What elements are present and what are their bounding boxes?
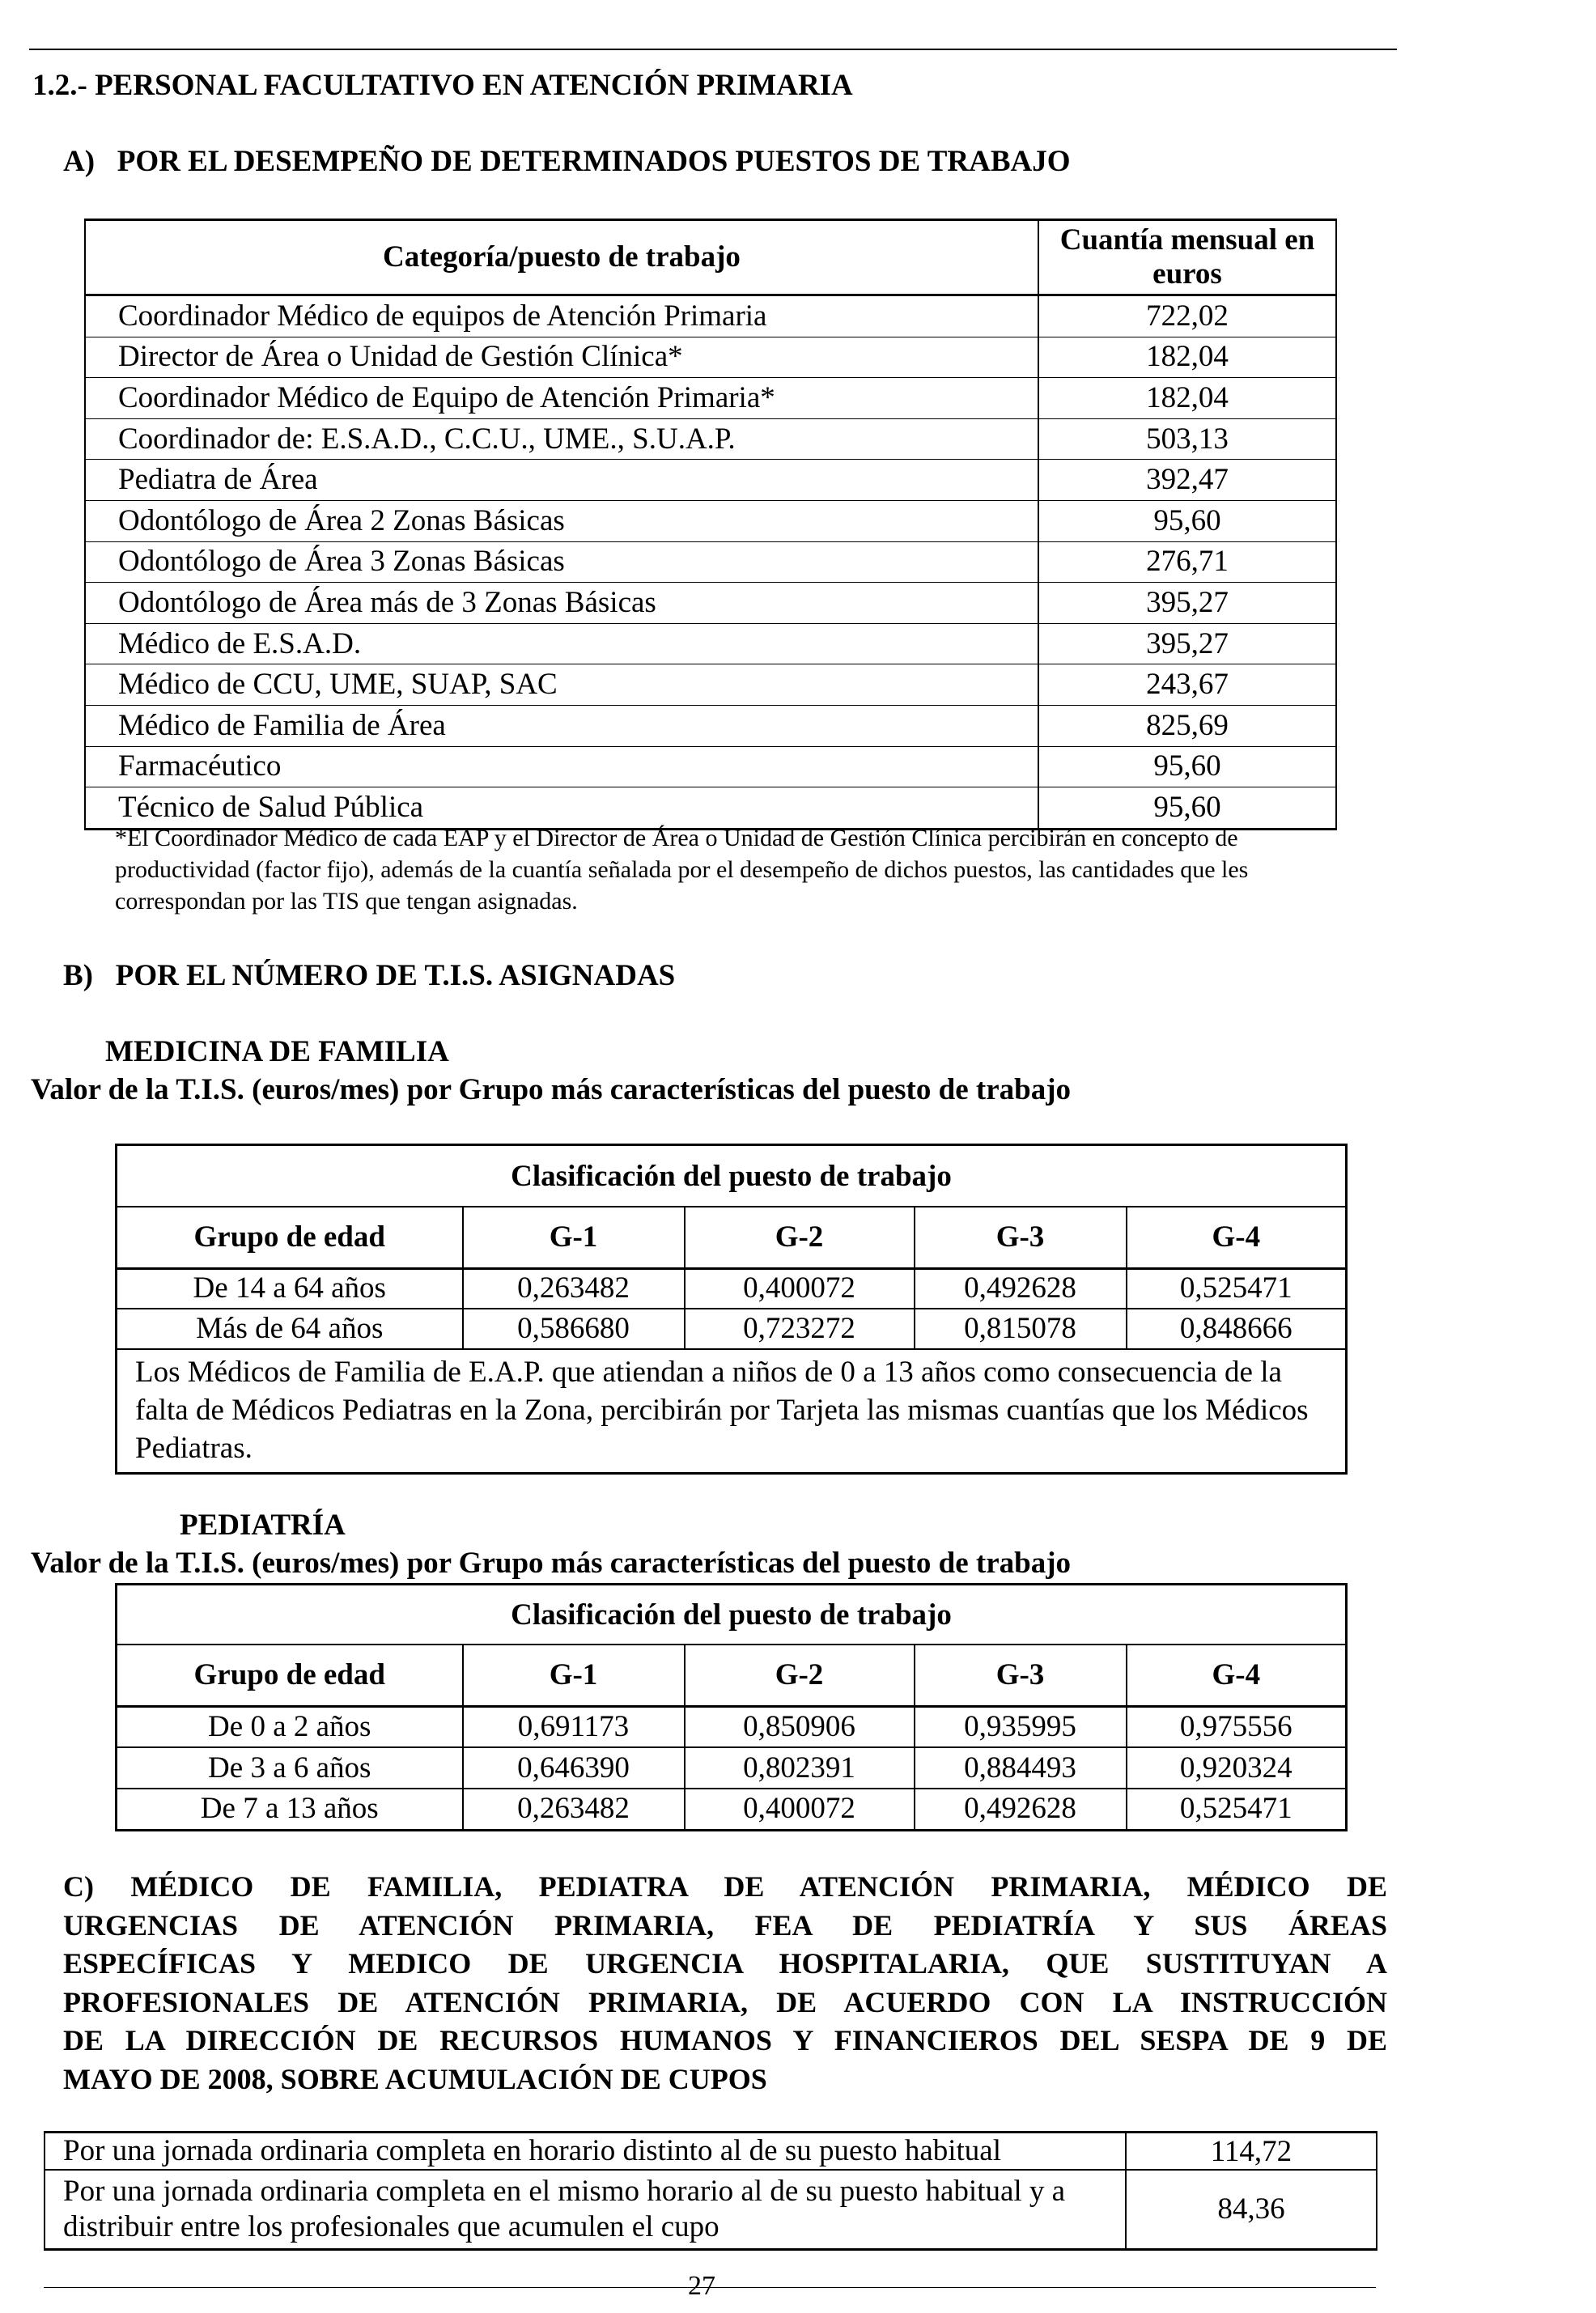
section-c-title [63, 1868, 1387, 2099]
groups-header-row [117, 1207, 1347, 1268]
section-a-title: A) POR EL DESEMPEÑO DE DETERMINADOS PUESTOS DE TRABAJO [63, 145, 1071, 178]
footnote: *El Coordinador Médico de cada EAP y el Director de Área o Unidad de Gestión Clínica percibirán en concepto de productividad (factor fijo), además de la cuantía señalada por el desempeño de dichos puestos, las cantidades que les correspondan por las TIS que tengan asignadas. [115, 825, 1249, 915]
group-header: G-3 [915, 1645, 1127, 1706]
row-value: 84,36 [1126, 2170, 1377, 2249]
table-row [85, 746, 1336, 787]
page-number: 27 [688, 2271, 715, 2301]
row-label: Director de Área o Unidad de Gestión Clínica* [85, 337, 1038, 378]
table-row [45, 2133, 1377, 2171]
row-value: 276,71 [1038, 541, 1336, 583]
tis-value: 0,263482 [463, 1789, 685, 1830]
col-group-label: Grupo de edad [117, 1207, 463, 1268]
tis-value: 0,492628 [915, 1268, 1127, 1309]
table-row [85, 378, 1336, 419]
row-label: Médico de CCU, UME, SUAP, SAC [85, 664, 1038, 706]
tis-value: 0,492628 [915, 1789, 1127, 1830]
tis-value: 0,884493 [915, 1747, 1127, 1789]
row-value: 182,04 [1038, 378, 1336, 419]
tis-value: 0,850906 [685, 1706, 915, 1747]
table-row [117, 1747, 1347, 1789]
group-header: G-4 [1127, 1645, 1347, 1706]
age-group: Más de 64 años [117, 1309, 463, 1349]
table-row [85, 460, 1336, 501]
tis-value: 0,586680 [463, 1309, 685, 1349]
section-c-title-line: C) MÉDICO DE FAMILIA, PEDIATRA DE ATENCIÓN PRIMARIA, MÉDICO DE [63, 1870, 1387, 1903]
table-row [85, 500, 1336, 541]
row-label: Coordinador de: E.S.A.D., C.C.U., UME., S.U.A.P. [85, 418, 1038, 460]
row-label: Médico de Familia de Área [85, 705, 1038, 746]
row-value: 825,69 [1038, 705, 1336, 746]
row-label: Odontólogo de Área 2 Zonas Básicas [85, 500, 1038, 541]
tis-value: 0,646390 [463, 1747, 685, 1789]
group-header: G-2 [685, 1645, 915, 1706]
tis-value: 0,920324 [1127, 1747, 1347, 1789]
row-value: 182,04 [1038, 337, 1336, 378]
medicina-note: Los Médicos de Familia de E.A.P. que atiendan a niños de 0 a 13 años como consecuencia de la falta de Médicos Pediatras en la Zona, percibirán por Tarjeta las mismas cuantías que los Médicos Pediatras. [117, 1349, 1347, 1474]
note-row [117, 1349, 1347, 1474]
section-c-title-line: MAYO DE 2008, SOBRE ACUMULACIÓN DE CUPOS [63, 2062, 767, 2095]
table-row [45, 2170, 1377, 2249]
row-value: 95,60 [1038, 500, 1336, 541]
row-label: Odontólogo de Área 3 Zonas Básicas [85, 541, 1038, 583]
group-header: G-3 [915, 1207, 1127, 1268]
row-label: Por una jornada ordinaria completa en el mismo horario al de su puesto habitual y a distribuir entre los profesionales que acumulen el cupo [45, 2170, 1126, 2249]
row-value: 503,13 [1038, 418, 1336, 460]
table-row [117, 1309, 1347, 1349]
row-value: 395,27 [1038, 583, 1336, 624]
row-value: 114,72 [1126, 2133, 1377, 2171]
tis-value: 0,691173 [463, 1706, 685, 1747]
pediatria-table [115, 1583, 1348, 1831]
row-label: Coordinador Médico de equipos de Atención Primaria [85, 295, 1038, 337]
medicina-heading: MEDICINA DE FAMILIA [105, 1035, 449, 1068]
table-row [85, 583, 1336, 624]
table-row [85, 705, 1336, 746]
age-group: De 7 a 13 años [117, 1789, 463, 1830]
tis-value: 0,400072 [685, 1789, 915, 1830]
table-row [117, 1789, 1347, 1830]
tis-value: 0,848666 [1127, 1309, 1347, 1349]
tis-value: 0,525471 [1127, 1789, 1347, 1830]
tis-value: 0,815078 [915, 1309, 1127, 1349]
group-header: G-1 [463, 1207, 685, 1268]
age-group: De 0 a 2 años [117, 1706, 463, 1747]
group-header: G-4 [1127, 1207, 1347, 1268]
row-value: 395,27 [1038, 623, 1336, 664]
row-value: 243,67 [1038, 664, 1336, 706]
pediatria-heading: PEDIATRÍA [180, 1509, 346, 1542]
row-value: 392,47 [1038, 460, 1336, 501]
row-label: Farmacéutico [85, 746, 1038, 787]
tis-value: 0,525471 [1127, 1268, 1347, 1309]
tis-value: 0,975556 [1127, 1706, 1347, 1747]
age-group: De 3 a 6 años [117, 1747, 463, 1789]
section-c-title-line: ESPECÍFICAS Y MEDICO DE URGENCIA HOSPITALARIA, QUE SUSTITUYAN A [63, 1947, 1387, 1980]
group-header: G-1 [463, 1645, 685, 1706]
medicina-familia-table [115, 1144, 1348, 1475]
tis-value: 0,935995 [915, 1706, 1127, 1747]
tis-value: 0,723272 [685, 1309, 915, 1349]
table-row [85, 418, 1336, 460]
table-row [85, 295, 1336, 337]
top-rule [29, 49, 1397, 50]
row-value: 95,60 [1038, 746, 1336, 787]
table-row [85, 337, 1336, 378]
header-amount: Cuantía mensual en euros [1038, 220, 1336, 295]
table-row [117, 1268, 1347, 1309]
age-group: De 14 a 64 años [117, 1268, 463, 1309]
tis-value: 0,400072 [685, 1268, 915, 1309]
row-label: Médico de E.S.A.D. [85, 623, 1038, 664]
row-label: Técnico de Salud Pública [85, 787, 1038, 830]
section-b-title: B) POR EL NÚMERO DE T.I.S. ASIGNADAS [63, 959, 676, 992]
pediatria-subheading: Valor de la T.I.S. (euros/mes) por Grupo más características del puesto de trabajo [31, 1547, 1072, 1580]
row-value: 722,02 [1038, 295, 1336, 337]
classification-row [117, 1145, 1347, 1207]
row-label: Pediatra de Área [85, 460, 1038, 501]
classification-label: Clasificación del puesto de trabajo [117, 1585, 1347, 1645]
table-row [85, 541, 1336, 583]
table-row [85, 623, 1336, 664]
row-label: Odontólogo de Área más de 3 Zonas Básicas [85, 583, 1038, 624]
acumulacion-cupos-table [44, 2131, 1377, 2251]
section-c-title-line: URGENCIAS DE ATENCIÓN PRIMARIA, FEA DE PEDIATRÍA Y SUS ÁREAS [63, 1908, 1387, 1942]
section-title: 1.2.- PERSONAL FACULTATIVO EN ATENCIÓN PRIMARIA [32, 69, 853, 102]
table-header-row [85, 220, 1336, 295]
row-label: Coordinador Médico de Equipo de Atención Primaria* [85, 378, 1038, 419]
row-label: Por una jornada ordinaria completa en horario distinto al de su puesto habitual [45, 2133, 1126, 2171]
groups-header-row [117, 1645, 1347, 1706]
row-value: 95,60 [1038, 787, 1336, 830]
tis-value: 0,263482 [463, 1268, 685, 1309]
header-category: Categoría/puesto de trabajo [85, 220, 1038, 295]
group-header: G-2 [685, 1207, 915, 1268]
classification-label: Clasificación del puesto de trabajo [117, 1145, 1347, 1207]
col-group-label: Grupo de edad [117, 1645, 463, 1706]
table-row [117, 1706, 1347, 1747]
medicina-subheading: Valor de la T.I.S. (euros/mes) por Grupo más características del puesto de trabajo [31, 1073, 1072, 1106]
section-c-title-line: DE LA DIRECCIÓN DE RECURSOS HUMANOS Y FINANCIEROS DEL SESPA DE 9 DE [63, 2024, 1387, 2057]
puestos-table [84, 219, 1337, 830]
table-row [85, 664, 1336, 706]
classification-row [117, 1585, 1347, 1645]
tis-value: 0,802391 [685, 1747, 915, 1789]
section-c-title-line: PROFESIONALES DE ATENCIÓN PRIMARIA, DE ACUERDO CON LA INSTRUCCIÓN [63, 1985, 1387, 2018]
